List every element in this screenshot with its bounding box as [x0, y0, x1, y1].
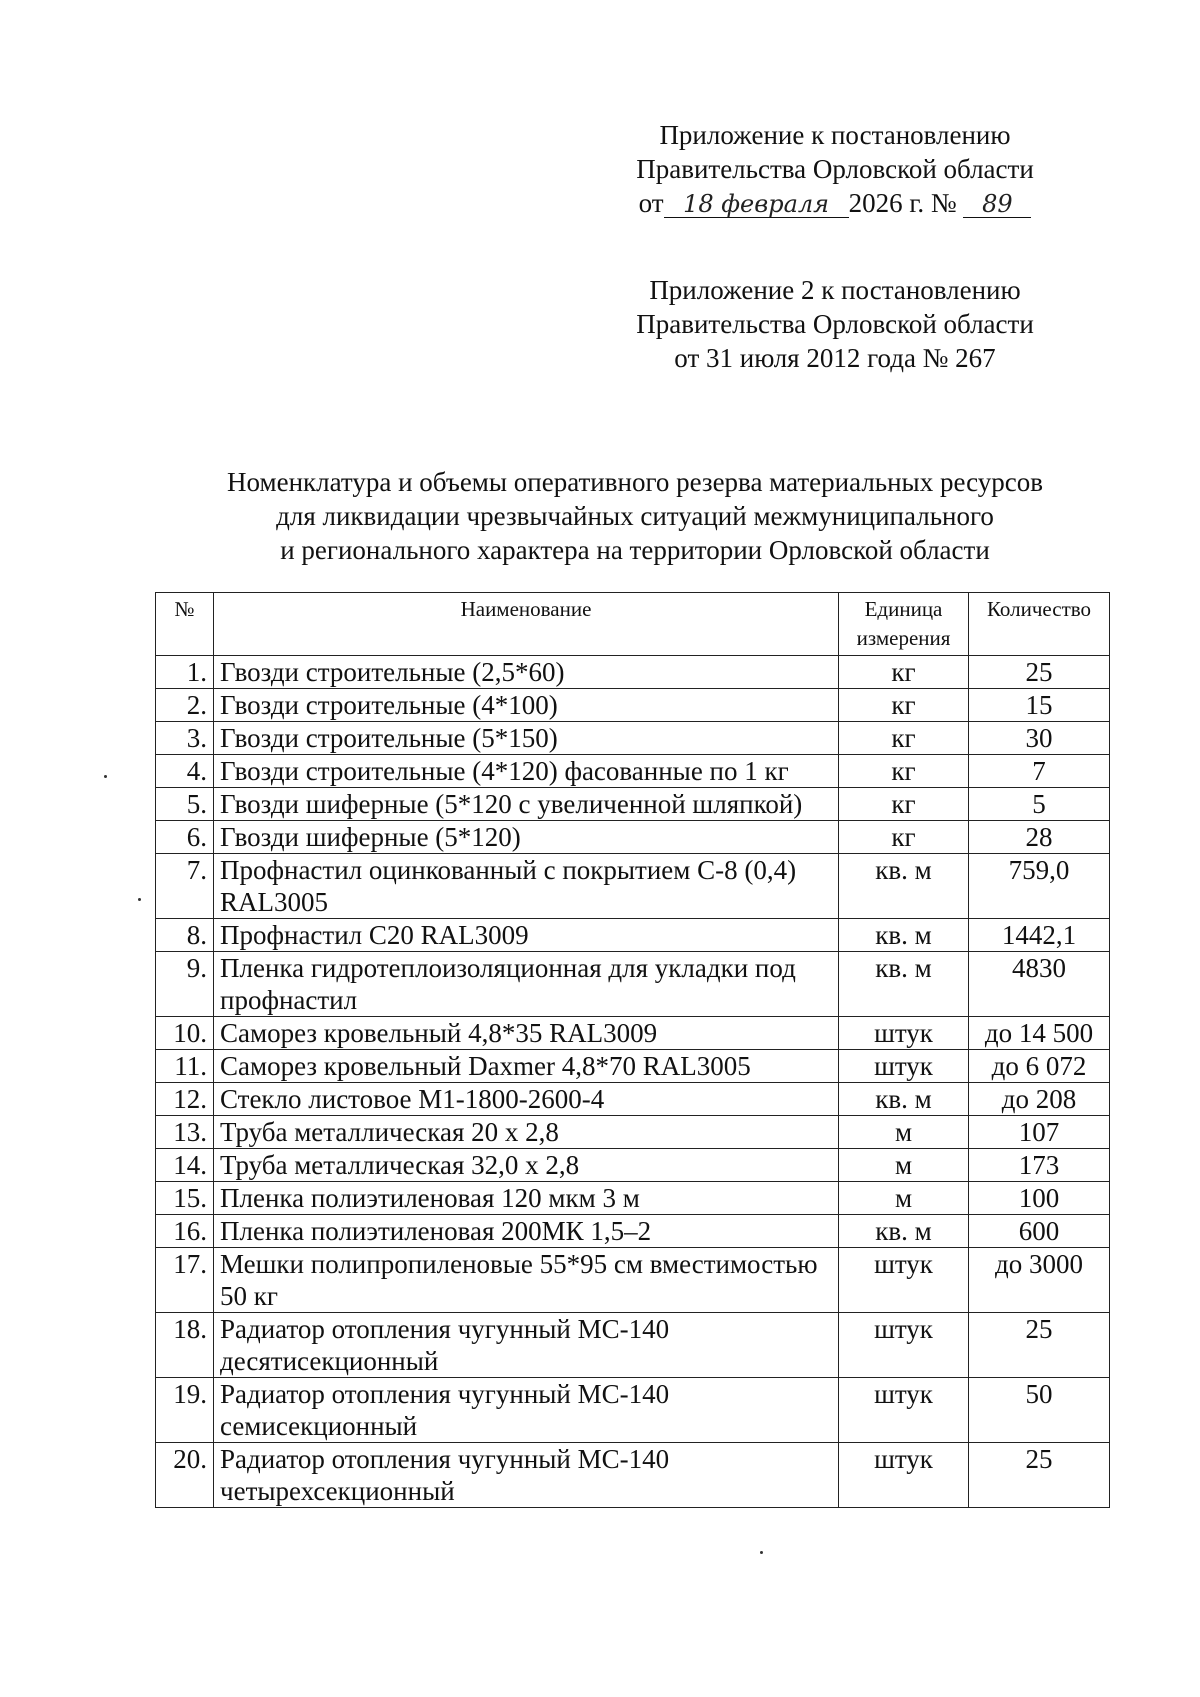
row-name: Гвозди строительные (4*120) фасованные по 1 кг: [214, 755, 839, 788]
row-unit: кв. м: [839, 1083, 969, 1116]
appendix2-header-line1: Приложение 2 к постановлению: [649, 275, 1021, 305]
table-row: [156, 1050, 1110, 1083]
row-unit: кг: [839, 821, 969, 854]
table-row: [156, 1378, 1110, 1443]
row-number: 3.: [156, 722, 214, 755]
title-line2: для ликвидации чрезвычайных ситуаций межмуниципального: [276, 501, 994, 531]
table-row: [156, 919, 1110, 952]
row-quantity: 25: [969, 1443, 1110, 1508]
row-unit: кг: [839, 788, 969, 821]
row-unit: штук: [839, 1248, 969, 1313]
row-number: 9.: [156, 952, 214, 1017]
table-row: [156, 1083, 1110, 1116]
row-unit: штук: [839, 1050, 969, 1083]
row-unit: м: [839, 1116, 969, 1149]
row-name: Саморез кровельный Daxmer 4,8*70 RAL3005: [214, 1050, 839, 1083]
header-name: Наименование: [214, 593, 839, 656]
margin-dot: [104, 775, 107, 778]
row-unit: кв. м: [839, 919, 969, 952]
header-unit: Единица измерения: [839, 593, 969, 656]
table-row: [156, 1248, 1110, 1313]
year-and-number-label: 2026 г. №: [848, 188, 957, 218]
row-number: 18.: [156, 1313, 214, 1378]
row-quantity: 600: [969, 1215, 1110, 1248]
table-row: [156, 1149, 1110, 1182]
row-name: Пленка гидротеплоизоляционная для укладки под профнастил: [214, 952, 839, 1017]
row-quantity: 173: [969, 1149, 1110, 1182]
row-name: Пленка полиэтиленовая 200МК 1,5–2: [214, 1215, 839, 1248]
row-quantity: 100: [969, 1182, 1110, 1215]
table-row: [156, 689, 1110, 722]
row-unit: кг: [839, 656, 969, 689]
title-line3: и регионального характера на территории Орловской области: [280, 535, 990, 565]
date-prefix: от: [638, 188, 664, 218]
row-quantity: до 208: [969, 1083, 1110, 1116]
row-number: 12.: [156, 1083, 214, 1116]
row-name: Стекло листовое М1-1800-2600-4: [214, 1083, 839, 1116]
header-num: №: [156, 593, 214, 656]
appendix2-header-line2: Правительства Орловской области: [636, 309, 1034, 339]
row-unit: кв. м: [839, 952, 969, 1017]
table-row: [156, 722, 1110, 755]
row-name: Гвозди шиферные (5*120 с увеличенной шляпкой): [214, 788, 839, 821]
resources-table: [155, 592, 1110, 1508]
margin-dot: [760, 1551, 763, 1554]
row-name: Радиатор отопления чугунный МС-140 семисекционный: [214, 1378, 839, 1443]
table-body: [156, 656, 1110, 1508]
appendix2-header-line3: от 31 июля 2012 года № 267: [674, 343, 996, 373]
table-row: [156, 1215, 1110, 1248]
table-row: [156, 952, 1110, 1017]
row-quantity: 25: [969, 1313, 1110, 1378]
row-number: 17.: [156, 1248, 214, 1313]
table-row: [156, 755, 1110, 788]
appendix2-header: [560, 273, 1110, 375]
row-number: 10.: [156, 1017, 214, 1050]
row-number: 14.: [156, 1149, 214, 1182]
row-name: Мешки полипропиленовые 55*95 см вместимостью 50 кг: [214, 1248, 839, 1313]
row-number: 8.: [156, 919, 214, 952]
table-row: [156, 1313, 1110, 1378]
row-quantity: до 14 500: [969, 1017, 1110, 1050]
row-number: 19.: [156, 1378, 214, 1443]
row-name: Пленка полиэтиленовая 120 мкм 3 м: [214, 1182, 839, 1215]
row-quantity: 759,0: [969, 854, 1110, 919]
row-number: 4.: [156, 755, 214, 788]
row-unit: кг: [839, 755, 969, 788]
row-quantity: 1442,1: [969, 919, 1110, 952]
document-title: [120, 465, 1150, 567]
table-header-row: [156, 593, 1110, 656]
row-quantity: 107: [969, 1116, 1110, 1149]
appendix-header: [560, 118, 1110, 220]
row-quantity: до 6 072: [969, 1050, 1110, 1083]
handwritten-number: 89: [963, 191, 1031, 218]
handwritten-date: 18 февраля: [664, 191, 849, 218]
table-row: [156, 854, 1110, 919]
row-number: 7.: [156, 854, 214, 919]
margin-dot: [138, 898, 141, 901]
row-unit: штук: [839, 1378, 969, 1443]
header-qty: Количество: [969, 593, 1110, 656]
row-quantity: 7: [969, 755, 1110, 788]
row-name: Гвозди строительные (5*150): [214, 722, 839, 755]
row-quantity: 5: [969, 788, 1110, 821]
row-unit: кв. м: [839, 1215, 969, 1248]
row-name: Гвозди строительные (4*100): [214, 689, 839, 722]
table-row: [156, 1182, 1110, 1215]
row-unit: м: [839, 1182, 969, 1215]
row-unit: штук: [839, 1313, 969, 1378]
row-unit: кг: [839, 689, 969, 722]
table-row: [156, 788, 1110, 821]
row-number: 1.: [156, 656, 214, 689]
row-unit: кв. м: [839, 854, 969, 919]
row-name: Профнастил С20 RAL3009: [214, 919, 839, 952]
row-unit: штук: [839, 1017, 969, 1050]
row-unit: кг: [839, 722, 969, 755]
row-name: Труба металлическая 32,0 х 2,8: [214, 1149, 839, 1182]
row-name: Профнастил оцинкованный с покрытием С-8 (0,4) RAL3005: [214, 854, 839, 919]
table-row: [156, 656, 1110, 689]
table-row: [156, 821, 1110, 854]
table-row: [156, 1116, 1110, 1149]
row-quantity: 50: [969, 1378, 1110, 1443]
row-number: 13.: [156, 1116, 214, 1149]
row-name: Гвозди строительные (2,5*60): [214, 656, 839, 689]
table-row: [156, 1017, 1110, 1050]
appendix-header-line1: Приложение к постановлению: [659, 120, 1011, 150]
row-name: Радиатор отопления чугунный МС-140 четырехсекционный: [214, 1443, 839, 1508]
row-number: 11.: [156, 1050, 214, 1083]
row-quantity: 4830: [969, 952, 1110, 1017]
row-unit: м: [839, 1149, 969, 1182]
row-name: Труба металлическая 20 х 2,8: [214, 1116, 839, 1149]
row-quantity: до 3000: [969, 1248, 1110, 1313]
row-quantity: 15: [969, 689, 1110, 722]
row-number: 15.: [156, 1182, 214, 1215]
appendix-header-line3: [560, 186, 1110, 220]
row-number: 6.: [156, 821, 214, 854]
row-unit: штук: [839, 1443, 969, 1508]
appendix-header-line2: Правительства Орловской области: [636, 154, 1034, 184]
title-line1: Номенклатура и объемы оперативного резерва материальных ресурсов: [227, 467, 1043, 497]
row-number: 5.: [156, 788, 214, 821]
row-name: Саморез кровельный 4,8*35 RAL3009: [214, 1017, 839, 1050]
row-number: 20.: [156, 1443, 214, 1508]
row-quantity: 25: [969, 656, 1110, 689]
row-number: 16.: [156, 1215, 214, 1248]
row-quantity: 28: [969, 821, 1110, 854]
row-quantity: 30: [969, 722, 1110, 755]
row-name: Радиатор отопления чугунный МС-140 десятисекционный: [214, 1313, 839, 1378]
row-name: Гвозди шиферные (5*120): [214, 821, 839, 854]
table-row: [156, 1443, 1110, 1508]
row-number: 2.: [156, 689, 214, 722]
